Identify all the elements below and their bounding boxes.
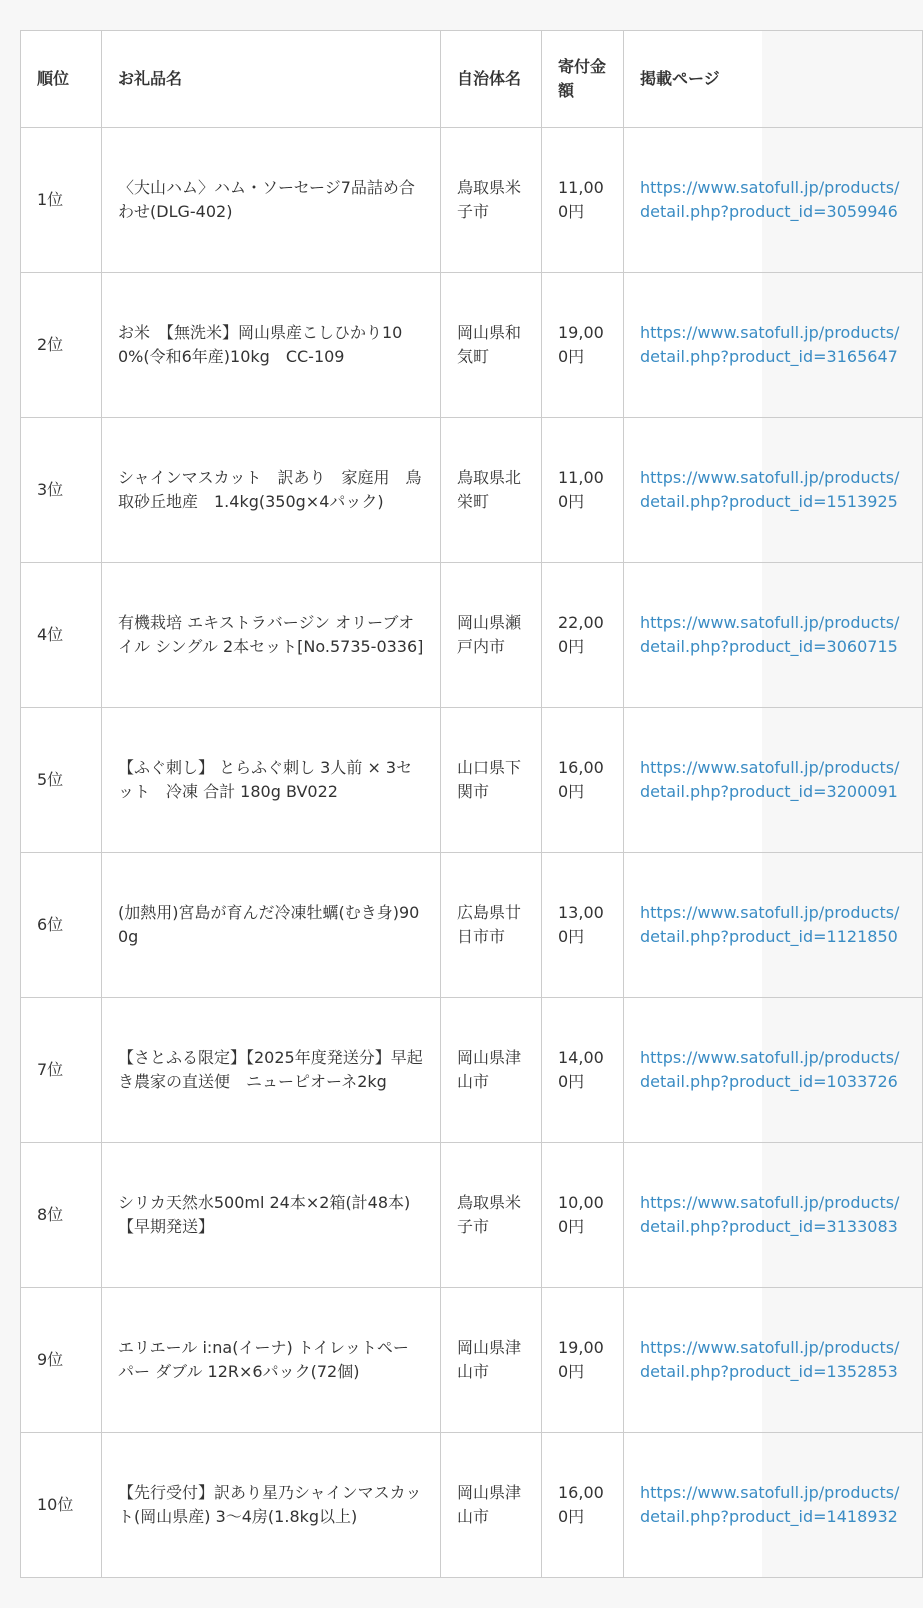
item-name-cell: お米 【無洗米】岡山県産こしひかり100%(令和6年産)10kg CC-109 [102, 273, 441, 418]
item-name-cell: 〈大山ハム〉ハム・ソーセージ7品詰め合わせ(DLG-402) [102, 128, 441, 273]
ranking-table-wrapper [20, 30, 900, 1578]
donation-amount-cell: 16,000円 [542, 708, 624, 853]
municipality-cell: 山口県下関市 [441, 708, 542, 853]
listing-page-cell [624, 1288, 923, 1433]
header-item-name: お礼品名 [102, 31, 441, 128]
municipality-cell: 岡山県津山市 [441, 998, 542, 1143]
rank-cell: 4位 [21, 563, 102, 708]
item-name-cell: (加熱用)宮島が育んだ冷凍牡蠣(むき身)900g [102, 853, 441, 998]
rank-cell: 2位 [21, 273, 102, 418]
table-row [21, 1143, 923, 1288]
item-name-cell: シリカ天然水500ml 24本×2箱(計48本)【早期発送】 [102, 1143, 441, 1288]
product-page-link[interactable]: https://www.satofull.jp/products/detail.php?product_id=3165647 [640, 323, 900, 366]
donation-amount-cell: 16,000円 [542, 1433, 624, 1578]
municipality-cell: 広島県廿日市市 [441, 853, 542, 998]
ranking-table [20, 30, 923, 1578]
listing-page-cell [624, 128, 923, 273]
municipality-cell: 鳥取県米子市 [441, 128, 542, 273]
rank-cell: 5位 [21, 708, 102, 853]
municipality-cell: 鳥取県北栄町 [441, 418, 542, 563]
product-page-link[interactable]: https://www.satofull.jp/products/detail.php?product_id=1513925 [640, 468, 900, 511]
header-listing-page: 掲載ページ [624, 31, 923, 128]
donation-amount-cell: 11,000円 [542, 128, 624, 273]
rank-cell: 1位 [21, 128, 102, 273]
table-row [21, 273, 923, 418]
listing-page-cell [624, 1143, 923, 1288]
product-page-link[interactable]: https://www.satofull.jp/products/detail.php?product_id=1033726 [640, 1048, 900, 1091]
table-row [21, 128, 923, 273]
donation-amount-cell: 19,000円 [542, 1288, 624, 1433]
donation-amount-cell: 13,000円 [542, 853, 624, 998]
item-name-cell: 【先行受付】訳あり星乃シャインマスカット(岡山県産) 3〜4房(1.8kg以上) [102, 1433, 441, 1578]
rank-cell: 3位 [21, 418, 102, 563]
rank-cell: 10位 [21, 1433, 102, 1578]
item-name-cell: 【さとふる限定】【2025年度発送分】早起き農家の直送便 ニューピオーネ2kg [102, 998, 441, 1143]
donation-amount-cell: 19,000円 [542, 273, 624, 418]
municipality-cell: 鳥取県米子市 [441, 1143, 542, 1288]
donation-amount-cell: 22,000円 [542, 563, 624, 708]
product-page-link[interactable]: https://www.satofull.jp/products/detail.php?product_id=3200091 [640, 758, 900, 801]
table-row [21, 418, 923, 563]
rank-cell: 9位 [21, 1288, 102, 1433]
table-header-row [21, 31, 923, 128]
municipality-cell: 岡山県津山市 [441, 1288, 542, 1433]
listing-page-cell [624, 418, 923, 563]
table-row [21, 998, 923, 1143]
product-page-link[interactable]: https://www.satofull.jp/products/detail.php?product_id=1418932 [640, 1483, 900, 1526]
rank-cell: 6位 [21, 853, 102, 998]
product-page-link[interactable]: https://www.satofull.jp/products/detail.php?product_id=1352853 [640, 1338, 900, 1381]
product-page-link[interactable]: https://www.satofull.jp/products/detail.php?product_id=3059946 [640, 178, 900, 221]
listing-page-cell [624, 563, 923, 708]
product-page-link[interactable]: https://www.satofull.jp/products/detail.php?product_id=1121850 [640, 903, 900, 946]
header-rank: 順位 [21, 31, 102, 128]
donation-amount-cell: 10,000円 [542, 1143, 624, 1288]
item-name-cell: 有機栽培 エキストラバージン オリーブオイル シングル 2本セット[No.5735-0336] [102, 563, 441, 708]
listing-page-cell [624, 708, 923, 853]
listing-page-cell [624, 1433, 923, 1578]
listing-page-cell [624, 853, 923, 998]
listing-page-cell [624, 998, 923, 1143]
header-donation-amount: 寄付金額 [542, 31, 624, 128]
table-row [21, 853, 923, 998]
donation-amount-cell: 14,000円 [542, 998, 624, 1143]
table-row [21, 708, 923, 853]
item-name-cell: エリエール i:na(イーナ) トイレットペーパー ダブル 12R×6パック(72個) [102, 1288, 441, 1433]
product-page-link[interactable]: https://www.satofull.jp/products/detail.php?product_id=3133083 [640, 1193, 900, 1236]
table-row [21, 1288, 923, 1433]
donation-amount-cell: 11,000円 [542, 418, 624, 563]
municipality-cell: 岡山県瀬戸内市 [441, 563, 542, 708]
rank-cell: 7位 [21, 998, 102, 1143]
table-row [21, 1433, 923, 1578]
municipality-cell: 岡山県津山市 [441, 1433, 542, 1578]
header-municipality: 自治体名 [441, 31, 542, 128]
item-name-cell: シャインマスカット 訳あり 家庭用 鳥取砂丘地産 1.4kg(350g×4パック) [102, 418, 441, 563]
municipality-cell: 岡山県和気町 [441, 273, 542, 418]
table-row [21, 563, 923, 708]
rank-cell: 8位 [21, 1143, 102, 1288]
listing-page-cell [624, 273, 923, 418]
product-page-link[interactable]: https://www.satofull.jp/products/detail.php?product_id=3060715 [640, 613, 900, 656]
item-name-cell: 【ふぐ刺し】 とらふぐ刺し 3人前 × 3セット 冷凍 合計 180g BV022 [102, 708, 441, 853]
